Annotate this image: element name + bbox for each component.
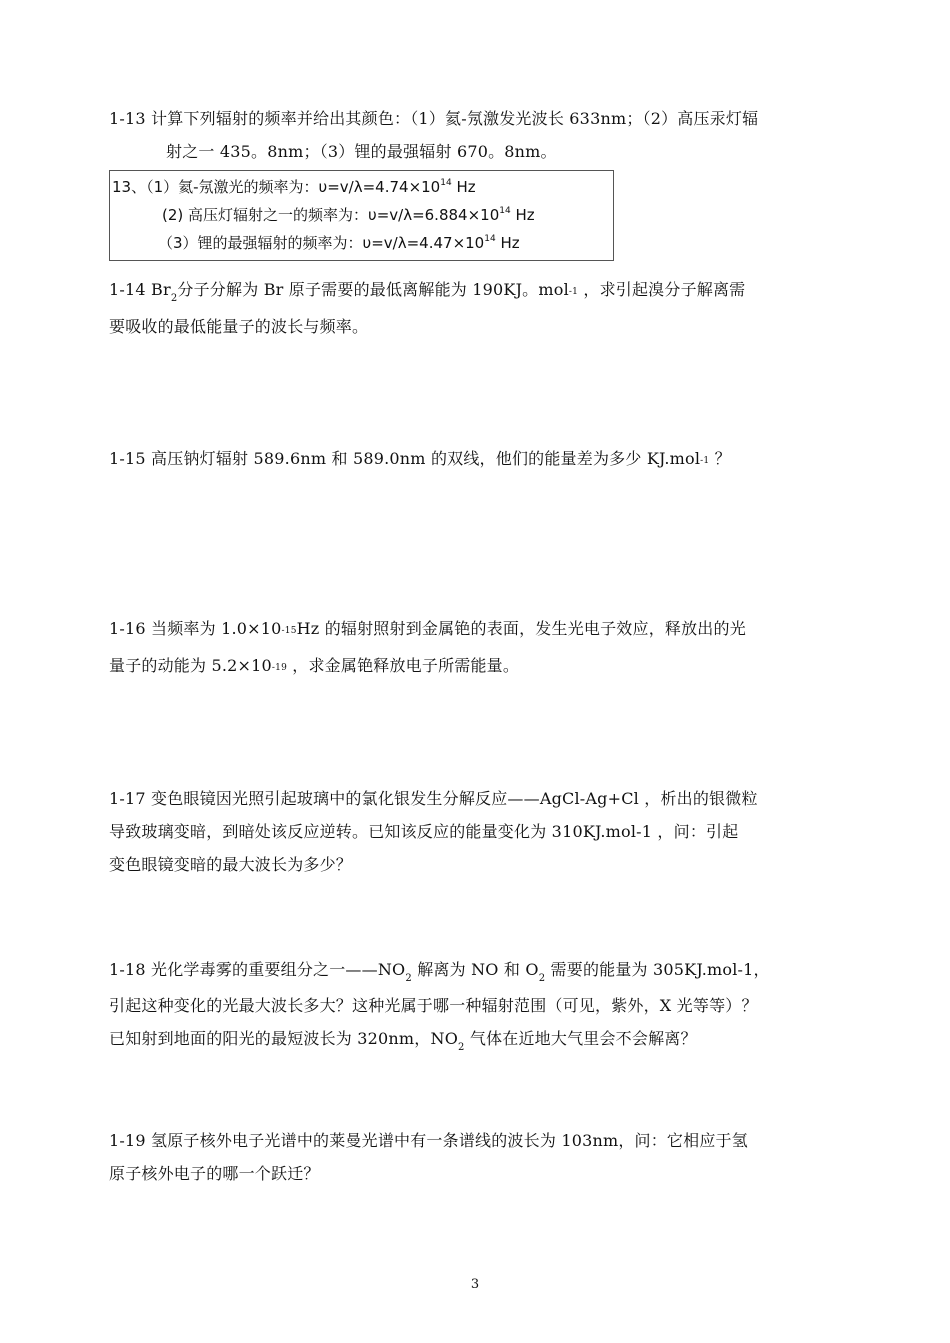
answer-box-13 xyxy=(109,170,614,261)
question-1-18: 1-18 光化学毒雾的重要组分之一$——NO_2$ 解离为 NO 和 $O_2$ 需要的能量为 305KJ.mol-1， 引起这种变化的光最大波长多大？这种光属于哪一种辐射范围（可见，紫外，X 光等等）？ 已知射到地面的阳光的最短波长为 320nm，$NO_2$ 气体在近地大气里会不会解离？ xyxy=(109,960,770,1053)
question-1-19-line1: 1-19 氢原子核外电子光谱中的莱曼光谱中有一条谱线的波长为 103nm，问：它相应于氢 xyxy=(109,1131,748,1150)
answer-13-line2: (2) 高压灯辐射之一的频率为：$\upsilon=v/\lambda=6.884\times 10^{14}$ Hz xyxy=(162,206,535,224)
question-1-18-line2: 引起这种变化的光最大波长多大？这种光属于哪一种辐射范围（可见，紫外，X 光等等）？ xyxy=(109,996,758,1015)
question-1-13-line2: 射之一 435。8nm；（3）锂的最强辐射 670。8nm。 xyxy=(166,142,557,161)
page-number: 3 xyxy=(470,1277,480,1292)
question-1-17-line1: 1-17 变色眼镜因光照引起玻璃中的氯化银发生分解反应——AgCl-Ag+Cl ，析出的银微粒 xyxy=(109,789,758,808)
question-1-13 xyxy=(109,102,849,168)
answer-13-line1: 13、（1）氦-氖激光的频率为：$\upsilon=v/\lambda=4.74\times 10^{14}$ Hz xyxy=(112,178,476,196)
answer-13-line3: （3）锂的最强辐射的频率为：$\upsilon=v/\lambda=4.47\times 10^{14}$ Hz xyxy=(158,234,520,252)
question-1-16: 1-16 当频率为 1.0×10-15Hz 的辐射照射到金属铯的表面，发生光电子效应，释放出的光 量子的动能为 5.2×10-19 ，求金属铯释放电子所需能量。 xyxy=(109,619,746,675)
question-1-19 xyxy=(109,1124,849,1190)
question-1-14: 1-14 $Br_2$分子分解为 Br 原子需要的最低离解能为 190KJ。mol-1 ，求引起溴分子解离需 要吸收的最低能量子的波长与频率。 xyxy=(109,280,746,336)
question-1-19-line2: 原子核外电子的哪一个跃迁？ xyxy=(109,1164,320,1183)
question-1-17-line2: 导致玻璃变暗，到暗处该反应逆转。已知该反应的能量变化为 310KJ.mol-1 ，问：引起 xyxy=(109,822,739,841)
question-1-15: 1-15 高压钠灯辐射 589.6nm 和 589.0nm 的双线，他们的能量差为多少 KJ.mol-1 ？ xyxy=(109,449,731,468)
question-1-17-line3: 变色眼镜变暗的最大波长为多少？ xyxy=(109,855,353,874)
question-1-14-line2: 要吸收的最低能量子的波长与频率。 xyxy=(109,317,369,336)
question-1-13-line1: 1-13 计算下列辐射的频率并给出其颜色：（1）氦-氖激发光波长 633nm；（2）高压汞灯辐 xyxy=(109,109,759,128)
question-1-17 xyxy=(109,782,849,881)
